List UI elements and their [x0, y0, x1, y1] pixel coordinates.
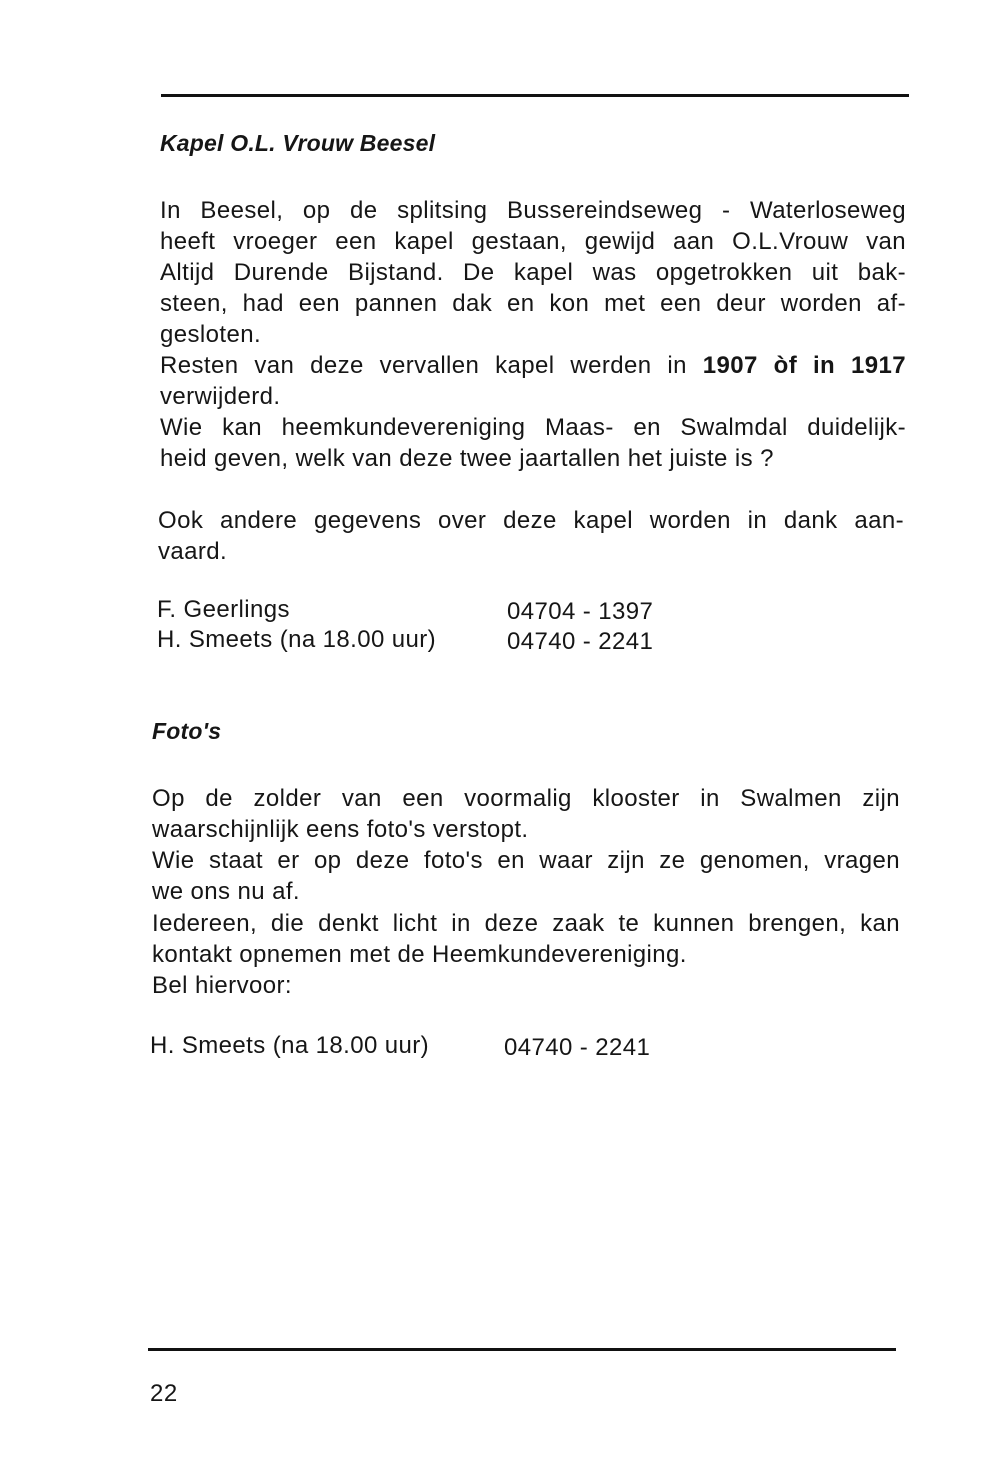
paragraph-fotos-question — [152, 845, 900, 907]
paragraph-fotos-contact — [152, 908, 900, 1001]
years-bold: 1907 òf in 1917 — [702, 352, 906, 379]
text-line: we ons nu af. — [152, 878, 300, 905]
text-line: Wie staat er op deze foto's en waar zijn ze genomen, vragen — [152, 847, 900, 874]
contact-name: F. Geerlings — [157, 596, 290, 623]
text-line: Bel hiervoor: — [152, 972, 292, 999]
paragraph-kapel-other-data — [158, 505, 904, 567]
section-title-kapel: Kapel O.L. Vrouw Beesel — [160, 130, 436, 156]
page-number: 22 — [150, 1380, 178, 1407]
text-line: Wie kan heemkundevereniging Maas- en Swalmdal duidelijk- — [160, 414, 906, 441]
text-line: heid geven, welk van deze twee jaartallen het juiste is ? — [160, 445, 774, 472]
contact-list-kapel — [157, 594, 717, 658]
paragraph-kapel-question — [160, 412, 906, 474]
section-title-fotos: Foto's — [152, 718, 222, 744]
contact-name: H. Smeets (na 18.00 uur) — [150, 1032, 430, 1059]
text-line: vaard. — [158, 538, 228, 565]
contact-list-fotos — [150, 1030, 710, 1064]
text-line: steen, had een pannen dak en kon met een deur worden af- — [160, 290, 906, 317]
text-line: verwijderd. — [160, 383, 281, 410]
text-line: Ook andere gegevens over deze kapel worden in dank aan- — [158, 507, 904, 534]
contact-name: H. Smeets (na 18.00 uur) — [157, 626, 437, 653]
text-line: Iedereen, die denkt licht in deze zaak te kunnen brengen, kan — [152, 910, 900, 937]
contact-phone: 04704 - 1397 — [507, 598, 654, 625]
text-line: In Beesel, op de splitsing Bussereindseweg - Waterloseweg — [160, 197, 906, 224]
top-divider — [161, 94, 909, 97]
paragraph-kapel-removal — [160, 350, 906, 412]
paragraph-kapel-intro — [160, 195, 906, 350]
text-line: gesloten. — [160, 321, 262, 348]
bottom-divider — [148, 1348, 896, 1351]
text-line: Altijd Durende Bijstand. De kapel was opgetrokken uit bak- — [160, 259, 906, 286]
contact-phone: 04740 - 2241 — [507, 628, 654, 655]
paragraph-fotos-intro — [152, 783, 900, 845]
text-line: kontakt opnemen met de Heemkundevereniging. — [152, 941, 687, 968]
text-line: Op de zolder van een voormalig klooster in Swalmen zijn — [152, 785, 900, 812]
text-line: waarschijnlijk eens foto's verstopt. — [152, 816, 529, 843]
text-fragment: Resten van deze vervallen kapel werden in — [160, 352, 687, 379]
text-line: heeft vroeger een kapel gestaan, gewijd aan O.L.Vrouw van — [160, 228, 906, 255]
contact-phone: 04740 - 2241 — [504, 1034, 651, 1061]
text-line — [160, 350, 906, 381]
